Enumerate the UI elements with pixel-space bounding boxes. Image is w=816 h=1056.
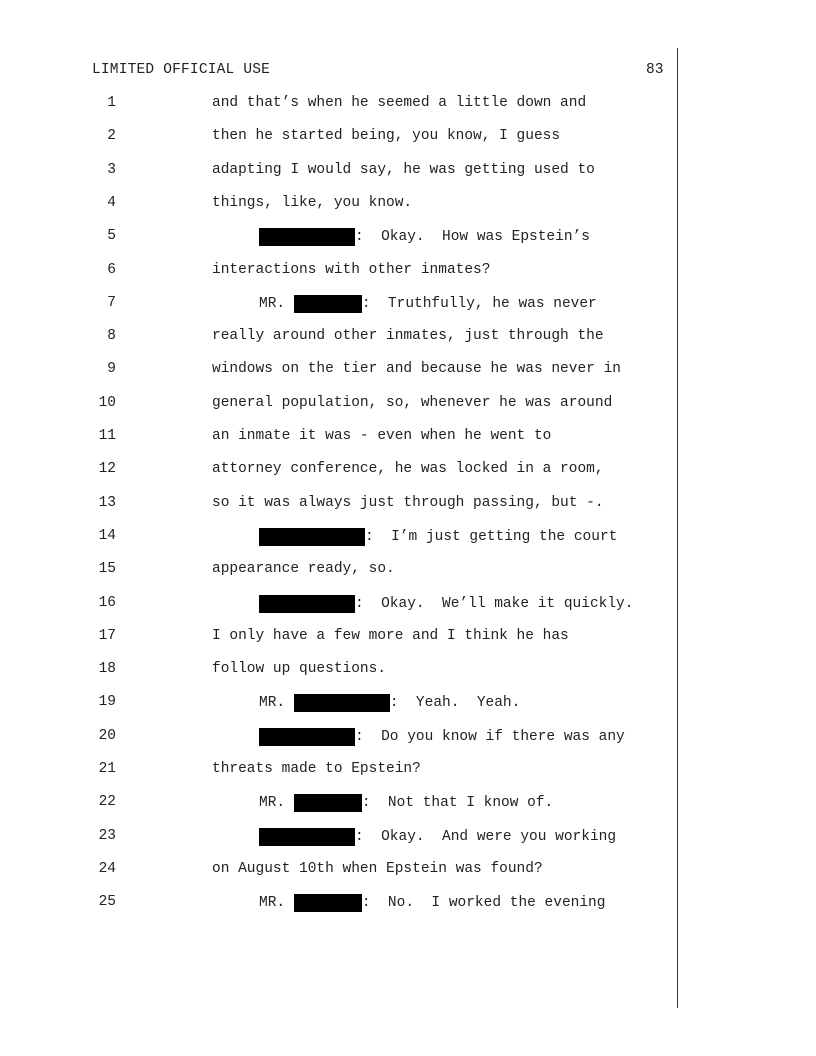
redaction-box bbox=[294, 694, 390, 712]
line-number: 17 bbox=[98, 627, 116, 644]
transcript-line bbox=[0, 295, 680, 315]
line-number: 11 bbox=[98, 428, 116, 444]
line-text bbox=[212, 495, 604, 511]
line-number: 2 bbox=[107, 128, 116, 145]
line-text bbox=[259, 295, 597, 313]
line-text bbox=[212, 661, 386, 677]
transcript-line bbox=[0, 728, 680, 748]
redaction-box bbox=[259, 228, 355, 246]
redaction-box bbox=[294, 295, 362, 313]
transcript-line bbox=[0, 395, 680, 415]
line-number: 24 bbox=[98, 860, 116, 877]
line-text-pre: appearance ready, so. bbox=[212, 561, 395, 578]
line-text-pre: MR. bbox=[259, 895, 294, 912]
line-text-pre: then he started being, you know, I guess bbox=[212, 128, 561, 145]
transcript-line bbox=[0, 262, 680, 282]
line-text bbox=[212, 561, 395, 577]
line-text-post: : Do you know if there was any bbox=[355, 728, 625, 745]
line-text-post: : I’m just getting the court bbox=[365, 528, 618, 545]
redaction-box bbox=[294, 894, 362, 912]
line-text-post: : Truthfully, he was never bbox=[361, 295, 597, 312]
line-text-pre: follow up questions. bbox=[212, 661, 387, 678]
line-text bbox=[259, 728, 625, 746]
line-text bbox=[212, 461, 604, 477]
transcript-line bbox=[0, 561, 680, 581]
line-number: 7 bbox=[107, 294, 116, 311]
line-number: 6 bbox=[107, 261, 116, 278]
transcript-line bbox=[0, 794, 680, 814]
redaction-box bbox=[259, 728, 355, 746]
transcript-line bbox=[0, 894, 680, 914]
redaction-box bbox=[259, 595, 355, 613]
line-text-pre: really around other inmates, just through the bbox=[212, 328, 604, 345]
line-text-pre: adapting I would say, he was getting used to bbox=[212, 161, 595, 178]
line-text-post: : Not that I know of. bbox=[361, 795, 554, 812]
line-number: 20 bbox=[98, 727, 116, 744]
line-number: 14 bbox=[98, 527, 116, 544]
transcript-line bbox=[0, 861, 680, 881]
transcript-line bbox=[0, 461, 680, 481]
line-text-pre: windows on the tier and because he was never in bbox=[212, 361, 621, 378]
line-text bbox=[212, 361, 621, 377]
transcript-line bbox=[0, 595, 680, 615]
line-number: 22 bbox=[98, 794, 116, 811]
transcript-line bbox=[0, 495, 680, 515]
transcript-line bbox=[0, 361, 680, 381]
line-text-pre: on August 10th when Epstein was found? bbox=[212, 860, 543, 877]
transcript-line bbox=[0, 228, 680, 248]
line-text bbox=[212, 395, 612, 411]
line-number: 9 bbox=[107, 361, 116, 378]
line-number: 4 bbox=[107, 194, 116, 211]
line-text-post: : Okay. How was Epstein’s bbox=[355, 229, 590, 246]
transcript-line bbox=[0, 528, 680, 548]
line-text-pre: MR. bbox=[259, 795, 294, 812]
transcript-line bbox=[0, 128, 680, 148]
line-number: 23 bbox=[98, 827, 116, 844]
line-number: 18 bbox=[98, 661, 116, 678]
line-number: 8 bbox=[107, 328, 116, 345]
transcript-line bbox=[0, 95, 680, 115]
line-number: 3 bbox=[107, 161, 116, 178]
page-number: 83 bbox=[646, 62, 664, 78]
line-text-pre: threats made to Epstein? bbox=[212, 761, 421, 777]
line-text bbox=[259, 228, 590, 246]
line-text-post: : No. I worked the evening bbox=[361, 895, 606, 912]
line-text-pre: attorney conference, he was locked in a room, bbox=[212, 461, 604, 478]
line-number: 25 bbox=[98, 894, 116, 911]
line-text-pre: so it was always just through passing, but -. bbox=[212, 494, 604, 511]
line-text bbox=[212, 328, 604, 344]
transcript-line bbox=[0, 828, 680, 848]
line-text-pre: things, like, you know. bbox=[212, 194, 413, 211]
transcript-line bbox=[0, 162, 680, 182]
transcript-line bbox=[0, 694, 680, 714]
line-text-pre: MR. bbox=[259, 295, 294, 312]
line-number: 1 bbox=[107, 95, 116, 111]
transcript-line bbox=[0, 328, 680, 348]
line-text-post: : Okay. We’ll make it quickly. bbox=[355, 595, 634, 612]
transcript-line bbox=[0, 195, 680, 215]
line-number: 15 bbox=[98, 561, 116, 578]
redaction-box bbox=[259, 828, 355, 846]
line-text-pre: I only have a few more and I think he has bbox=[212, 627, 569, 644]
line-text bbox=[212, 628, 569, 644]
redaction-box bbox=[259, 528, 365, 546]
redaction-box bbox=[294, 794, 362, 812]
line-text bbox=[259, 528, 617, 546]
line-number: 21 bbox=[98, 761, 116, 777]
line-text bbox=[212, 428, 551, 444]
line-text bbox=[212, 128, 560, 144]
line-text bbox=[212, 95, 586, 111]
line-text bbox=[259, 595, 633, 613]
transcript-line bbox=[0, 761, 680, 781]
line-text-pre: interactions with other inmates? bbox=[212, 261, 491, 278]
classification-marking: LIMITED OFFICIAL USE bbox=[92, 62, 271, 78]
line-text bbox=[212, 162, 595, 178]
line-text-pre: and that’s when he seemed a little down and bbox=[212, 95, 587, 111]
line-text-pre: MR. bbox=[259, 695, 294, 712]
line-text bbox=[212, 761, 421, 777]
line-number: 16 bbox=[98, 594, 116, 611]
line-text-post: : Yeah. Yeah. bbox=[389, 695, 521, 712]
line-text bbox=[259, 694, 520, 712]
line-number: 5 bbox=[107, 228, 116, 245]
line-number: 12 bbox=[98, 461, 116, 478]
line-text-pre: general population, so, whenever he was around bbox=[212, 394, 613, 411]
transcript-line bbox=[0, 628, 680, 648]
line-text bbox=[212, 262, 490, 278]
line-number: 10 bbox=[98, 394, 116, 411]
line-text-pre: an inmate it was - even when he went to bbox=[212, 428, 552, 444]
line-number: 13 bbox=[98, 494, 116, 511]
line-text-post: : Okay. And were you working bbox=[355, 828, 617, 845]
transcript-line bbox=[0, 428, 680, 448]
line-number: 19 bbox=[98, 694, 116, 711]
line-text bbox=[259, 894, 605, 912]
line-text bbox=[212, 195, 412, 211]
line-text bbox=[212, 861, 543, 877]
line-text bbox=[259, 794, 553, 812]
transcript-line bbox=[0, 661, 680, 681]
line-text bbox=[259, 828, 616, 846]
